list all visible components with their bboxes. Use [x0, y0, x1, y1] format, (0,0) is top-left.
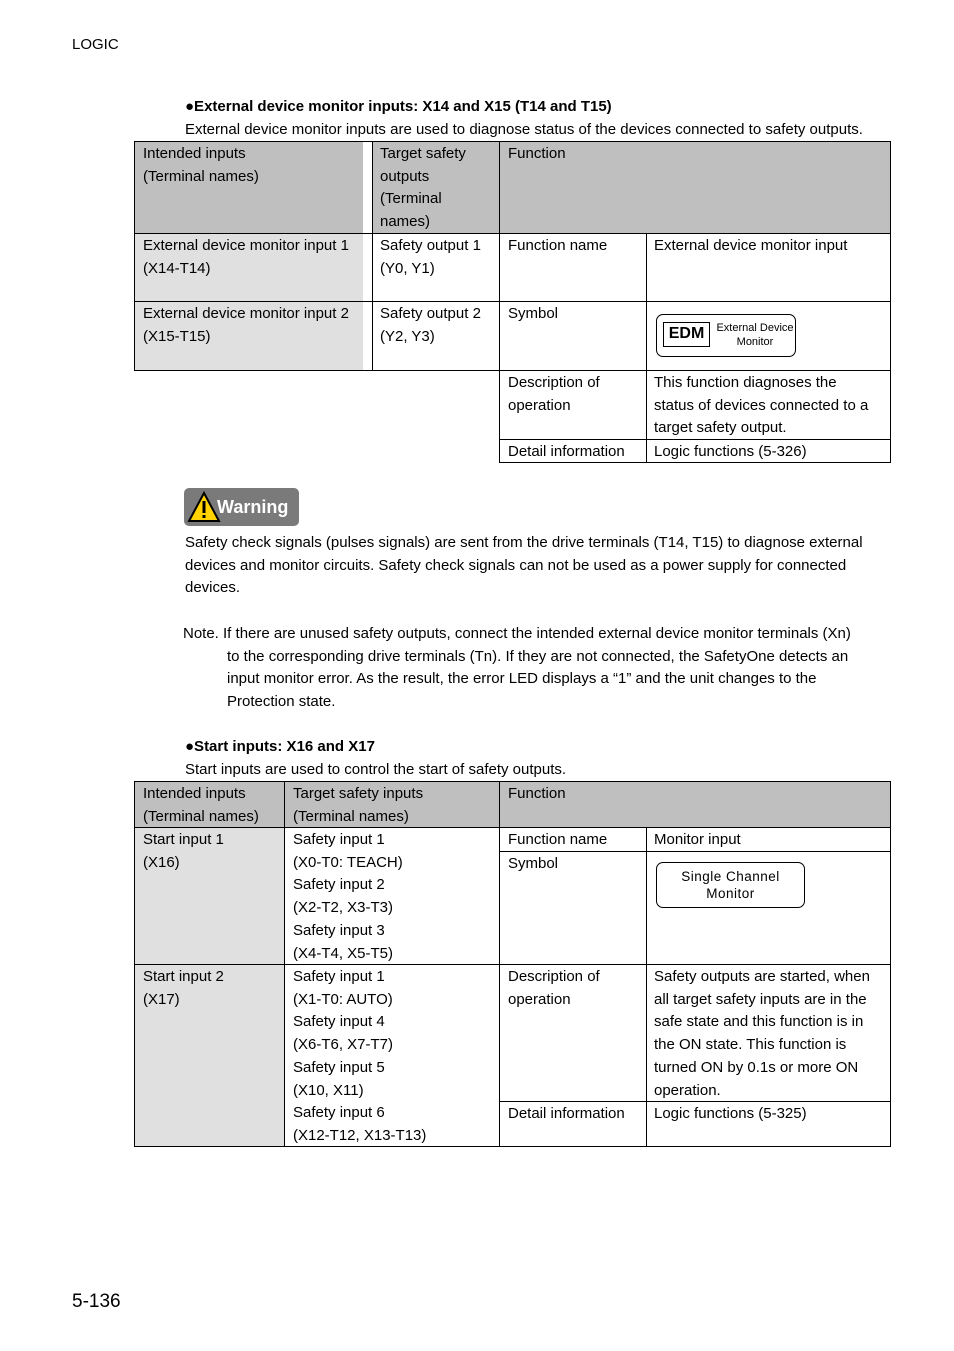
edm-function-name-label: Function name	[508, 237, 608, 254]
note-text: Note. If there are unused safety outputs, connect the intended external device monitor terminals (Xn) to the corresponding drive terminals (Tn). If they are not connected, the SafetyOne detects an input monitor error. As the result, the error LED displays a “1” and the unit changes to the Protection state.	[183, 625, 851, 710]
edm-header-intended: Intended inputs (Terminal names)	[143, 145, 259, 185]
page-header: LOGIC	[72, 36, 119, 53]
edm-row1-output: Safety output 1 (Y0, Y1)	[380, 237, 481, 277]
edm-symbol-short: EDM	[663, 322, 710, 347]
edm-symbol-label: Symbol	[508, 305, 559, 322]
page-number: 5-136	[72, 1291, 121, 1312]
edm-row2-input: External device monitor input 2 (X15-T15)	[143, 305, 349, 345]
edm-intro: External device monitor inputs are used to diagnose status of the devices connected to safety outputs.	[185, 121, 863, 138]
start-symbol-label: Symbol	[508, 855, 559, 872]
start-row1-input: Start input 1 (X16)	[143, 831, 224, 871]
start-detail-label: Detail information	[508, 1105, 625, 1122]
edm-row1-input: External device monitor input 1 (X14-T14)	[143, 237, 349, 277]
warning-text: Safety check signals (pulses signals) are sent from the drive terminals (T14, T15) to diagnose external devices and monitor circuits. Safety check signals can not be used as a power supply for connected devices.	[185, 534, 863, 596]
start-desc-label: Description of operation	[508, 968, 600, 1008]
start-function-name: Monitor input	[654, 831, 741, 848]
start-row2-targets: Safety input 1 (X1-T0: AUTO) Safety input 4 (X6-T6, X7-T7) Safety input 5 (X10, X11) Safety input 6 (X12-T12, X13-T13)	[293, 968, 427, 1144]
warning-badge	[184, 488, 299, 526]
start-row2-input: Start input 2 (X17)	[143, 968, 224, 1008]
edm-symbol: EDM External Device Monitor	[656, 314, 796, 357]
warning-label: Warning	[217, 497, 289, 517]
edm-detail-label: Detail information	[508, 443, 625, 460]
start-symbol: Single Channel Monitor	[656, 862, 805, 908]
start-detail: Logic functions (5-325)	[654, 1105, 807, 1122]
edm-row2-output: Safety output 2 (Y2, Y3)	[380, 305, 481, 345]
edm-detail: Logic functions (5-326)	[654, 443, 807, 460]
edm-function-name: External device monitor input	[654, 237, 848, 254]
start-header-intended: Intended inputs (Terminal names)	[143, 785, 259, 825]
start-desc: Safety outputs are started, when all target safety inputs are in the safe state and this function is in the ON state. This function is turned ON by 0.1s or more ON operation.	[654, 968, 870, 1099]
start-section-title: ●Start inputs: X16 and X17	[185, 738, 375, 755]
edm-desc-label: Description of operation	[508, 374, 600, 414]
start-header-target: Target safety inputs (Terminal names)	[293, 785, 424, 825]
warning-triangle-icon	[187, 491, 221, 523]
edm-header-target: Target safety outputs (Terminal names)	[380, 145, 466, 231]
edm-desc: This function diagnoses the status of devices connected to a target safety output.	[654, 374, 869, 437]
start-row1-targets: Safety input 1 (X0-T0: TEACH) Safety input 2 (X2-T2, X3-T3) Safety input 3 (X4-T4, X5-T5)	[293, 831, 403, 962]
start-intro: Start inputs are used to control the start of safety outputs.	[185, 761, 567, 778]
edm-section-title: ●External device monitor inputs: X14 and X15 (T14 and T15)	[185, 98, 612, 115]
start-header-function: Function	[508, 785, 566, 802]
edm-header-function: Function	[508, 145, 566, 162]
start-function-name-label: Function name	[508, 831, 608, 848]
